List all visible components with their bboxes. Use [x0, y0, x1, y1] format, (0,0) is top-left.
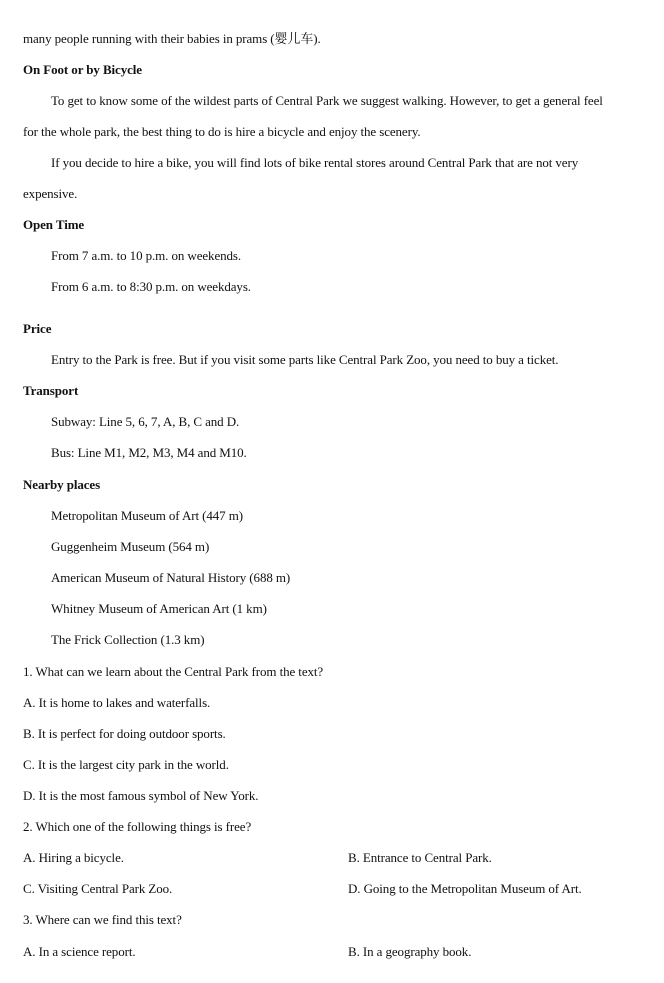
- list-item: Guggenheim Museum (564 m): [51, 539, 210, 554]
- open-time-weekends: From 7 a.m. to 10 p.m. on weekends.: [51, 248, 242, 263]
- paragraph-line: for the whole park, the best thing to do is hire a bicycle and enjoy the scenery.: [23, 124, 421, 139]
- section-heading-price: Price: [23, 321, 52, 336]
- list-item: American Museum of Natural History (688 m): [51, 570, 291, 585]
- question-option: C. Visiting Central Park Zoo.: [23, 881, 173, 896]
- question-option: A. Hiring a bicycle.: [23, 850, 124, 865]
- question-option: B. In a geography book.: [348, 944, 472, 959]
- question-option: C. It is the largest city park in the world.: [23, 757, 229, 772]
- paragraph-line: To get to know some of the wildest parts of Central Park we suggest walking. However, to get a general feel: [51, 93, 603, 108]
- section-heading-nearby: Nearby places: [23, 477, 101, 492]
- question-option: A. In a science report.: [23, 944, 136, 959]
- question-option: B. Entrance to Central Park.: [348, 850, 492, 865]
- open-time-weekdays: From 6 a.m. to 8:30 p.m. on weekdays.: [51, 279, 251, 294]
- list-item: Whitney Museum of American Art (1 km): [51, 601, 267, 616]
- question-stem: 1. What can we learn about the Central Park from the text?: [23, 664, 324, 679]
- transport-bus: Bus: Line M1, M2, M3, M4 and M10.: [51, 445, 247, 460]
- question-option: A. It is home to lakes and waterfalls.: [23, 695, 211, 710]
- question-option: D. It is the most famous symbol of New York.: [23, 788, 259, 803]
- question-stem: 3. Where can we find this text?: [23, 912, 182, 927]
- list-item: Metropolitan Museum of Art (447 m): [51, 508, 243, 523]
- section-heading-foot: On Foot or by Bicycle: [23, 62, 142, 77]
- list-item: The Frick Collection (1.3 km): [51, 632, 205, 647]
- paragraph-line: If you decide to hire a bike, you will find lots of bike rental stores around Central Park that are not very: [51, 155, 579, 170]
- price-text: Entry to the Park is free. But if you visit some parts like Central Park Zoo, you need to buy a ticket.: [51, 352, 559, 367]
- paragraph-line: expensive.: [23, 186, 78, 201]
- transport-subway: Subway: Line 5, 6, 7, A, B, C and D.: [51, 414, 240, 429]
- section-heading-transport: Transport: [23, 383, 79, 398]
- question-option: B. It is perfect for doing outdoor sports.: [23, 726, 226, 741]
- question-option: D. Going to the Metropolitan Museum of Art.: [348, 881, 582, 896]
- section-heading-open-time: Open Time: [23, 217, 85, 232]
- question-stem: 2. Which one of the following things is free?: [23, 819, 252, 834]
- intro-line: many people running with their babies in prams (婴儿车).: [23, 31, 321, 46]
